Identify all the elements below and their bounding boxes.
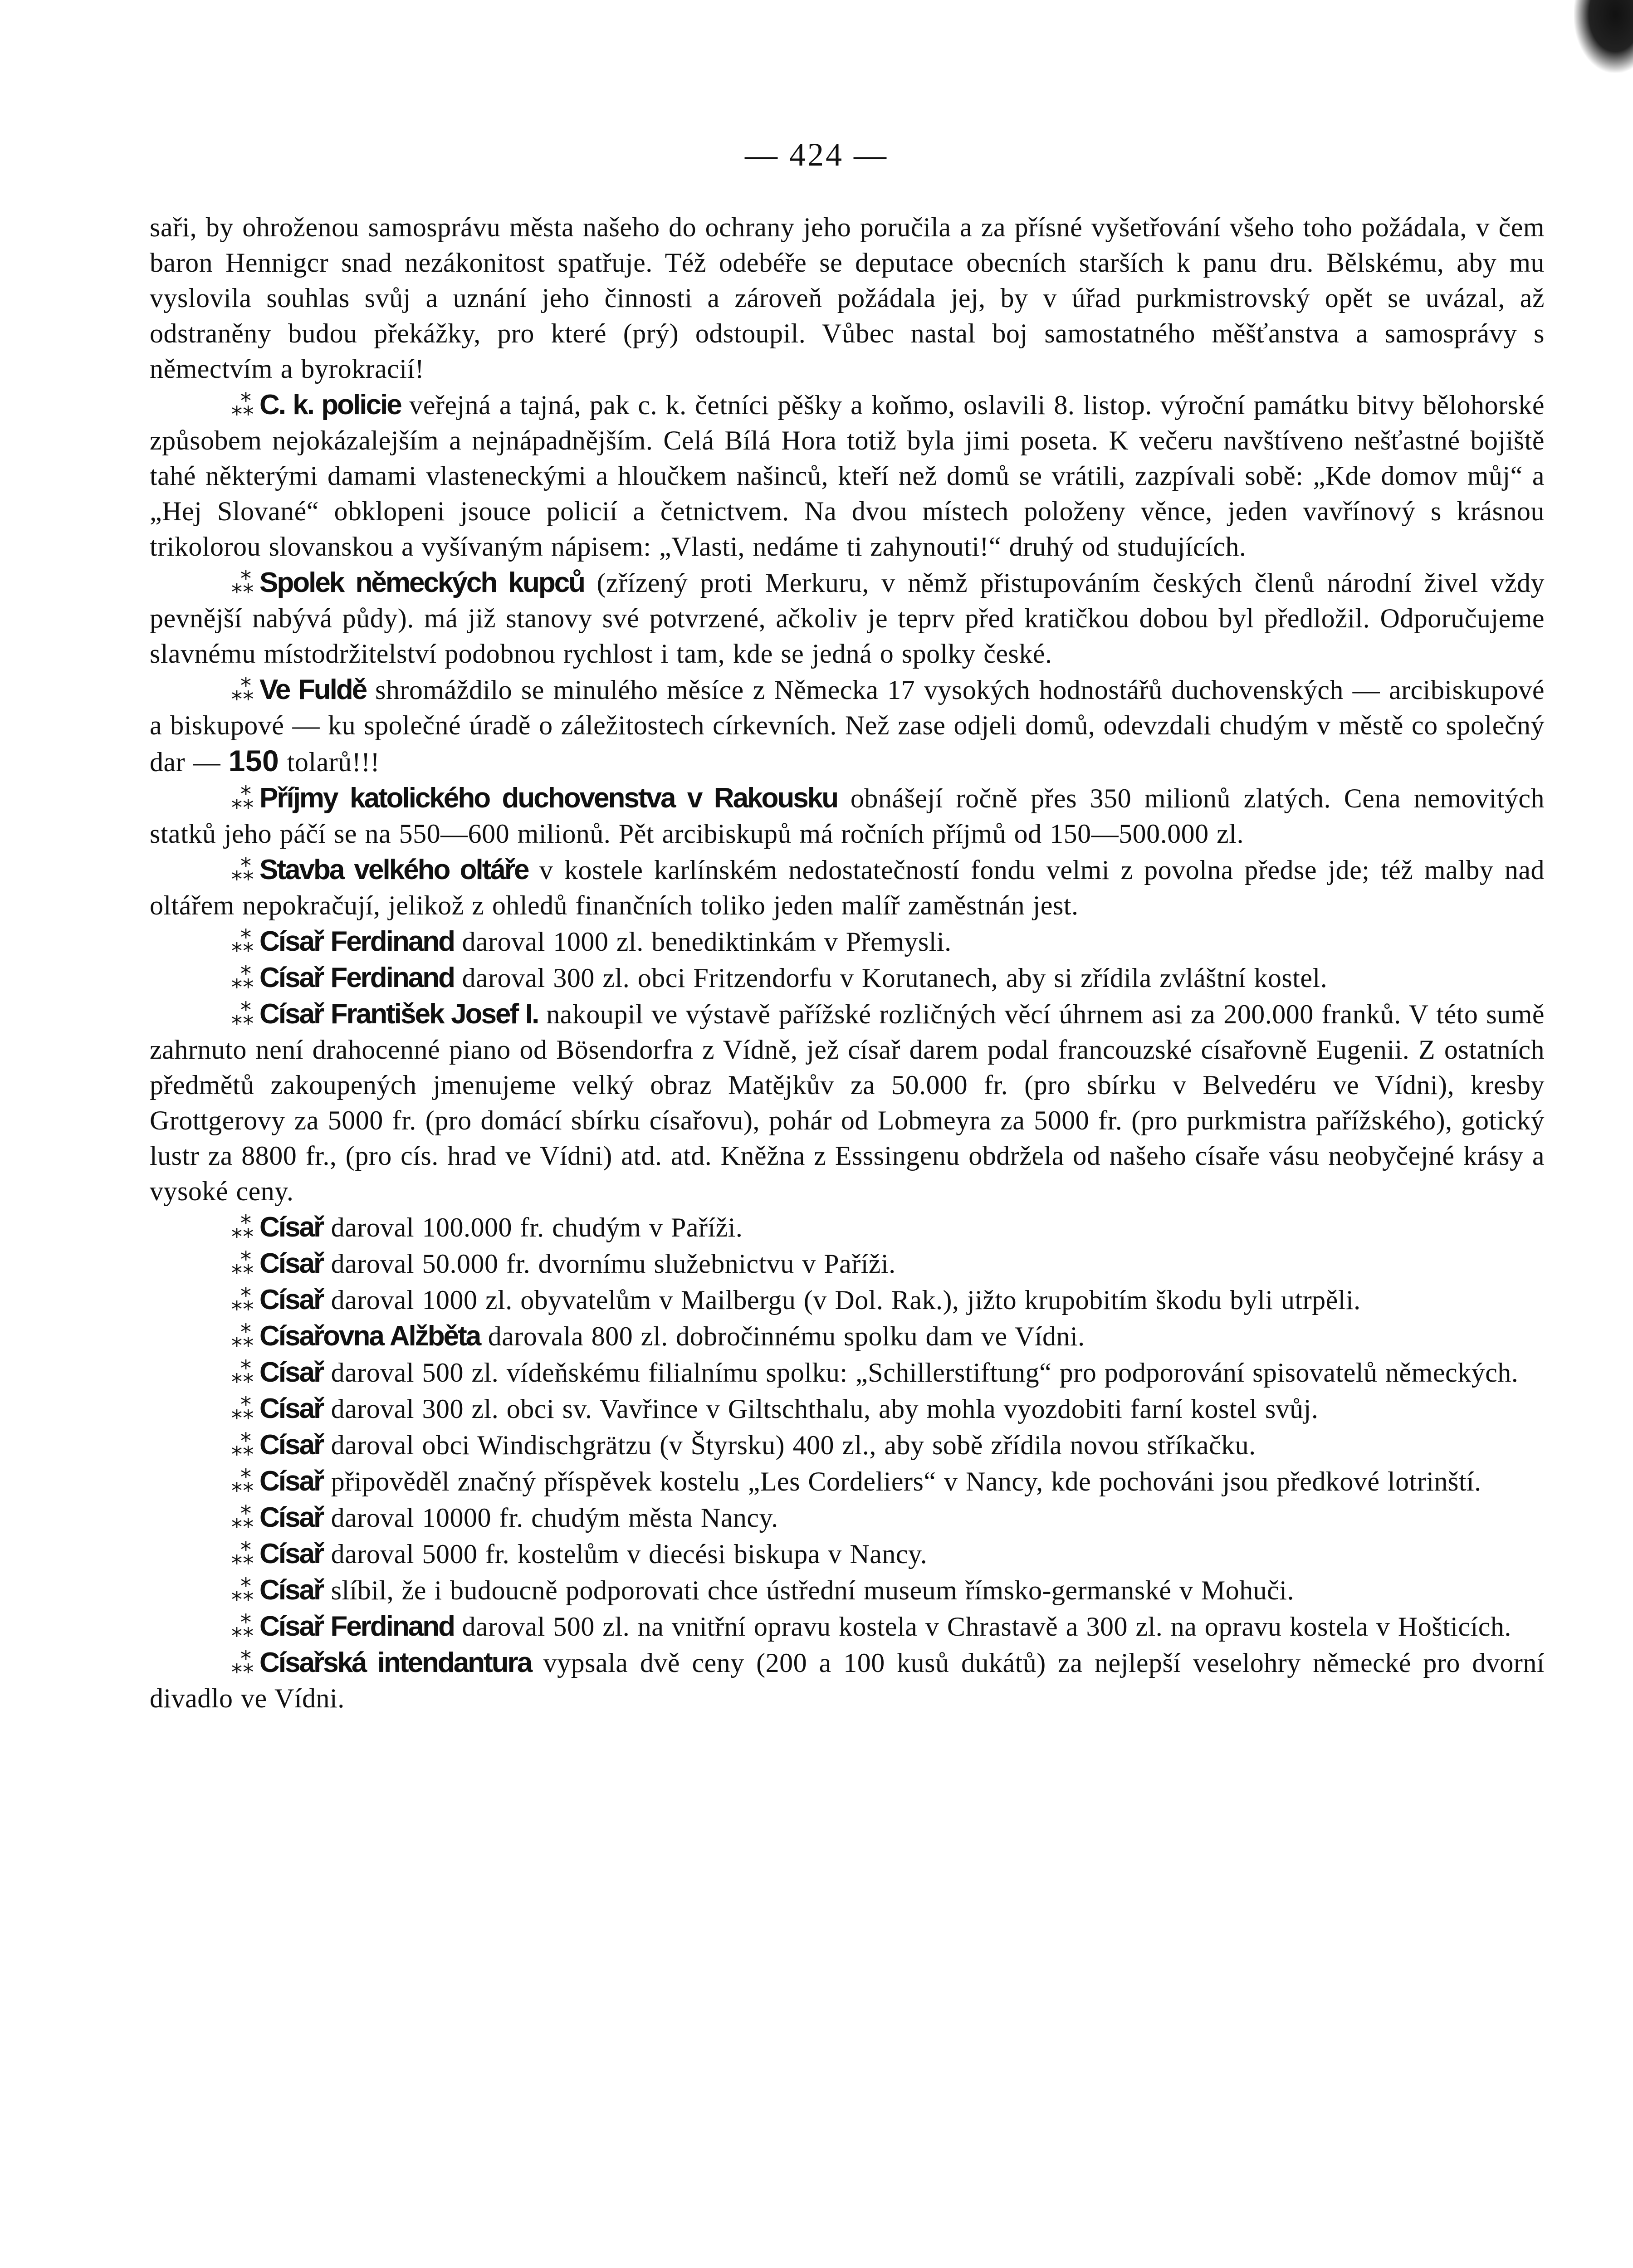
emphasized-number: 150 [228, 744, 279, 777]
item-text: obnášejí ročně přes 350 milionů zlatých. Cena nemovitých statků jeho páčí se na 550—600 milionů. Pět arcibiskupů má ročních příjmů od 150—500.000 zl. [150, 783, 1545, 849]
item-heading: Ve Fuldě [259, 674, 367, 705]
news-item [150, 1500, 1545, 1535]
news-item [150, 1319, 1545, 1354]
news-item [150, 1609, 1545, 1644]
news-item [150, 997, 1545, 1209]
item-text: daroval 300 zl. obci sv. Vavřince v Giltschthalu, aby mohla vyozdobiti farní kostel svůj. [323, 1394, 1319, 1424]
item-text: daroval 500 zl. na vnitřní opravu kostela v Chrastavě a 300 zl. na opravu kostela v Hošticích. [454, 1612, 1511, 1642]
asterism-icon [231, 859, 259, 885]
item-text-after: tolarů!!! [279, 747, 380, 777]
item-text: daroval 1000 zl. benediktinkám v Přemysli. [454, 927, 952, 957]
item-text: saři, by ohroženou samosprávu města našeho do ochrany jeho poručila a za přísné vyšetřování všeho toho požádala, v čem baron Hennigcr snad nezákonitost spatřuje. Též odebéře se deputace obecních starších k panu dru. Bělskému, aby mu vyslovila souhlas svůj a uznání jeho činnosti a zároveň požádala jej, by v úřad purkmistrovský opět se uvázal, až odstraněny budou překážky, pro které (prý) odstoupil. Vůbec nastal boj samostatného měšťanstva a samosprávy s němectvím a byrokracií! [150, 212, 1545, 384]
news-item [150, 1427, 1545, 1463]
item-heading: Příjmy katolického duchovenstva v Rakousku [259, 782, 838, 814]
page-number: — 424 — [745, 137, 888, 173]
asterism-icon [231, 1652, 259, 1677]
item-heading: Císař [259, 1212, 323, 1243]
item-heading: Císař [259, 1466, 323, 1497]
text-column [150, 210, 1545, 1717]
asterism-icon [231, 1434, 259, 1460]
news-item [150, 1210, 1545, 1245]
item-text: daroval 10000 fr. chudým města Nancy. [323, 1503, 778, 1533]
asterism-icon [231, 572, 259, 597]
asterism-icon [231, 1325, 259, 1351]
asterism-icon [231, 1471, 259, 1496]
item-heading: Císařovna Alžběta [259, 1320, 480, 1352]
news-item [150, 1645, 1545, 1716]
item-text: daroval 1000 zl. obyvatelům v Mailbergu (v Dol. Rak.), jižto krupobitím škodu byli utrpěli. [323, 1285, 1361, 1315]
item-text: daroval 500 zl. vídeňskému filialnímu spolku: „Schillerstiftung“ pro podporování spisovatelů německých. [323, 1358, 1519, 1388]
news-item [150, 1391, 1545, 1427]
item-heading: Císařská intendantura [259, 1647, 532, 1678]
news-item [150, 1536, 1545, 1572]
item-heading: Císař František Josef I. [259, 998, 538, 1030]
item-text: daroval obci Windischgrätzu (v Štyrsku) 400 zl., aby sobě zřídila novou stříkačku. [323, 1430, 1256, 1460]
scan-ink-blot [1574, 0, 1633, 73]
asterism-icon [231, 394, 259, 420]
item-text: shromáždilo se minulého měsíce z Německa 17 vysokých hodnostářů duchovenských — arcibiskupové a biskupové — ku společné úradě o záležitostech církevních. Než zase odjeli domů, odevzdali chudým v městě co společný dar — [150, 675, 1545, 777]
item-heading: Císař Ferdinand [259, 1611, 454, 1642]
news-item [150, 210, 1545, 386]
item-heading: Císař Ferdinand [259, 926, 454, 957]
item-text: veřejná a tajná, pak c. k. četníci pěšky a koňmo, oslavili 8. listop. výroční památku bitvy bělohorské způsobem nejokázalejším a nejnápadnějším. Celá Bílá Hora totiž byla jimi poseta. K večeru navštíveno nešťastné bojiště tahé některými damami vlasteneckými a hloučkem našinců, kteří než domů se vrátili, zazpívali sobě: „Kde domov můj“ a „Hej Slované“ obklopeni jsouce policií a četnictvem. Na dvou místech položeny věnce, jeden vavřínový s krásnou trikolorou slovanskou a vyšívaným nápisem: „Vlasti, nedáme ti zahynouti!“ druhý od studujících. [150, 390, 1545, 562]
news-item [150, 1282, 1545, 1318]
news-item [150, 852, 1545, 923]
item-heading: Stavba velkého oltáře [259, 854, 528, 885]
item-text: daroval 5000 fr. kostelům v diecési biskupa v Nancy. [323, 1539, 928, 1569]
news-item [150, 1246, 1545, 1281]
news-item [150, 1573, 1545, 1608]
asterism-icon [231, 679, 259, 704]
item-heading: Císař [259, 1574, 323, 1606]
item-text: (zřízený proti Merkuru, v němž přistupováním českých členů národní živel vždy pevnější nabývá půdy). má již stanovy své potvrzené, ačkoliv je teprv před kratičkou dobou byl předložil. Odporučujeme slavnému místodržitelství podobnou rychlost i tam, kde se jedná o spolky české. [150, 568, 1545, 669]
news-item [150, 924, 1545, 959]
item-heading: Císař [259, 1357, 323, 1388]
asterism-icon [231, 1398, 259, 1423]
asterism-icon [231, 1616, 259, 1641]
news-item [150, 387, 1545, 564]
asterism-icon [231, 1003, 259, 1029]
item-heading: Spolek německých kupců [259, 567, 585, 598]
item-text: daroval 50.000 fr. dvornímu služebnictvu v Paříži. [323, 1249, 896, 1279]
item-heading: Císař [259, 1429, 323, 1461]
item-text: nakoupil ve výstavě pařížské rozličných věcí úhrnem asi za 200.000 franků. V této sumě zahrnuto není drahocenné piano od Bösendorfra z Vídně, jež císař darem podal francouzské císařovně Eugenii. Z ostatních předmětů zakoupených jmenujeme velký obraz Matějkův za 50.000 fr. (pro sbírku v Belvedéru ve Vídni), kresby Grottgerovy za 5000 fr. (pro domácí sbírku císařovu), pohár od Lobmeyra za 5000 fr. (pro purkmistra pařížského), gotický lustr za 8800 fr., (pro cís. hrad ve Vídni) atd. atd. Kněžna z Esssingenu obdržela od našeho císaře vásu neobyčejné krásy a vysoké ceny. [150, 999, 1545, 1206]
news-item [150, 1355, 1545, 1390]
item-heading: Císař Ferdinand [259, 962, 454, 993]
news-item [150, 960, 1545, 996]
item-text: daroval 100.000 fr. chudým v Paříži. [323, 1212, 743, 1242]
asterism-icon [231, 1362, 259, 1387]
item-text: daroval 300 zl. obci Fritzendorfu v Korutanech, aby si zřídila zvláštní kostel. [454, 963, 1328, 993]
asterism-icon [231, 931, 259, 956]
asterism-icon [231, 1579, 259, 1605]
news-item [150, 565, 1545, 671]
asterism-icon [231, 1217, 259, 1242]
asterism-icon [231, 1253, 259, 1278]
item-text: slíbil, že i budoucně podporovati chce ústřední museum římsko-germanské v Mohuči. [323, 1575, 1294, 1605]
asterism-icon [231, 1543, 259, 1569]
asterism-icon [231, 787, 259, 813]
item-heading: Císař [259, 1248, 323, 1279]
news-item [150, 1464, 1545, 1499]
item-text: připověděl značný příspěvek kostelu „Les Cordeliers“ v Nancy, kde pochováni jsou předkové lotrinští. [323, 1466, 1481, 1496]
news-item [150, 672, 1545, 780]
item-text: vypsala dvě ceny (200 a 100 kusů dukátů) za nejlepší veselohry německé pro dvorní divadlo ve Vídni. [150, 1648, 1545, 1713]
item-text: darovala 800 zl. dobročinnému spolku dam ve Vídni. [480, 1321, 1085, 1351]
item-heading: Císař [259, 1393, 323, 1424]
news-item [150, 781, 1545, 851]
item-heading: Císař [259, 1502, 323, 1533]
asterism-icon [231, 967, 259, 992]
item-text: v kostele karlínském nedostatečností fondu velmi z povolna předse jde; též malby nad oltářem nepokračují, jelikož z ohledů finančních toliko jeden malíř zaměstnán jest. [150, 855, 1545, 920]
asterism-icon [231, 1507, 259, 1532]
item-heading: C. k. policie [259, 389, 401, 420]
item-heading: Císař [259, 1538, 323, 1569]
item-heading: Císař [259, 1284, 323, 1315]
asterism-icon [231, 1289, 259, 1315]
